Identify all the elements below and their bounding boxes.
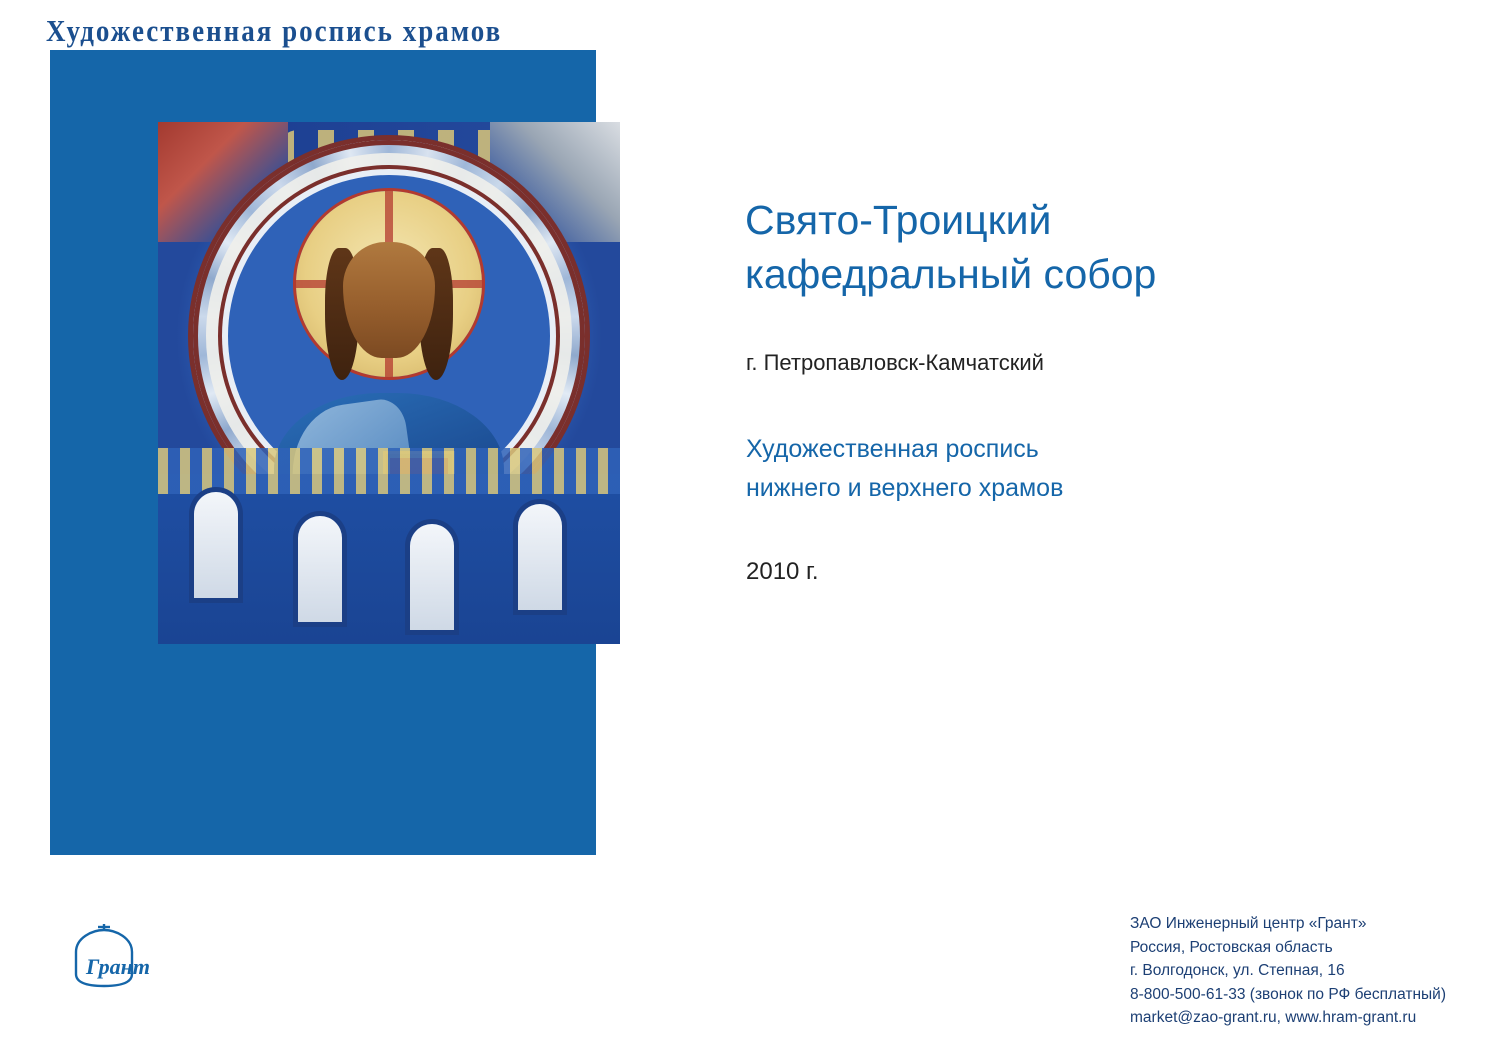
grant-logo bbox=[62, 922, 174, 994]
cover-description-line-2: нижнего и верхнего храмов bbox=[746, 473, 1064, 502]
page-header-title: Художественная роспись храмов bbox=[46, 14, 503, 48]
contacts-address: г. Волгодонск, ул. Степная, 16 bbox=[1130, 962, 1345, 980]
christ-face bbox=[343, 242, 435, 358]
dome-fresco-illustration bbox=[158, 122, 620, 644]
cover-year: 2010 г. bbox=[746, 558, 819, 585]
contacts-email-website[interactable]: market@zao-grant.ru, www.hram-grant.ru bbox=[1130, 1009, 1417, 1027]
cover-title bbox=[745, 193, 1345, 301]
contacts-block bbox=[1130, 912, 1446, 1030]
cover-title-line-2: кафедральный собор bbox=[745, 251, 1157, 298]
dome-window bbox=[518, 504, 562, 610]
dome-window bbox=[410, 524, 454, 630]
svg-text:Грант: Грант bbox=[86, 954, 151, 979]
cover-description bbox=[746, 430, 1306, 508]
cover-photo bbox=[158, 122, 620, 644]
contacts-company: ЗАО Инженерный центр «Грант» bbox=[1130, 915, 1367, 932]
cover-description-line-1: Художественная роспись bbox=[746, 435, 1039, 463]
dome-ornament-band bbox=[158, 448, 620, 494]
contacts-phone: 8-800-500-61-33 (звонок по РФ бесплатный) bbox=[1130, 985, 1446, 1003]
dome-window bbox=[194, 492, 238, 598]
dome-window bbox=[298, 516, 342, 622]
cover-city: г. Петропавловск-Камчатский bbox=[746, 350, 1044, 375]
contacts-region: Россия, Ростовская область bbox=[1130, 938, 1333, 956]
cover-title-line-1: Свято-Троицкий bbox=[745, 197, 1052, 243]
